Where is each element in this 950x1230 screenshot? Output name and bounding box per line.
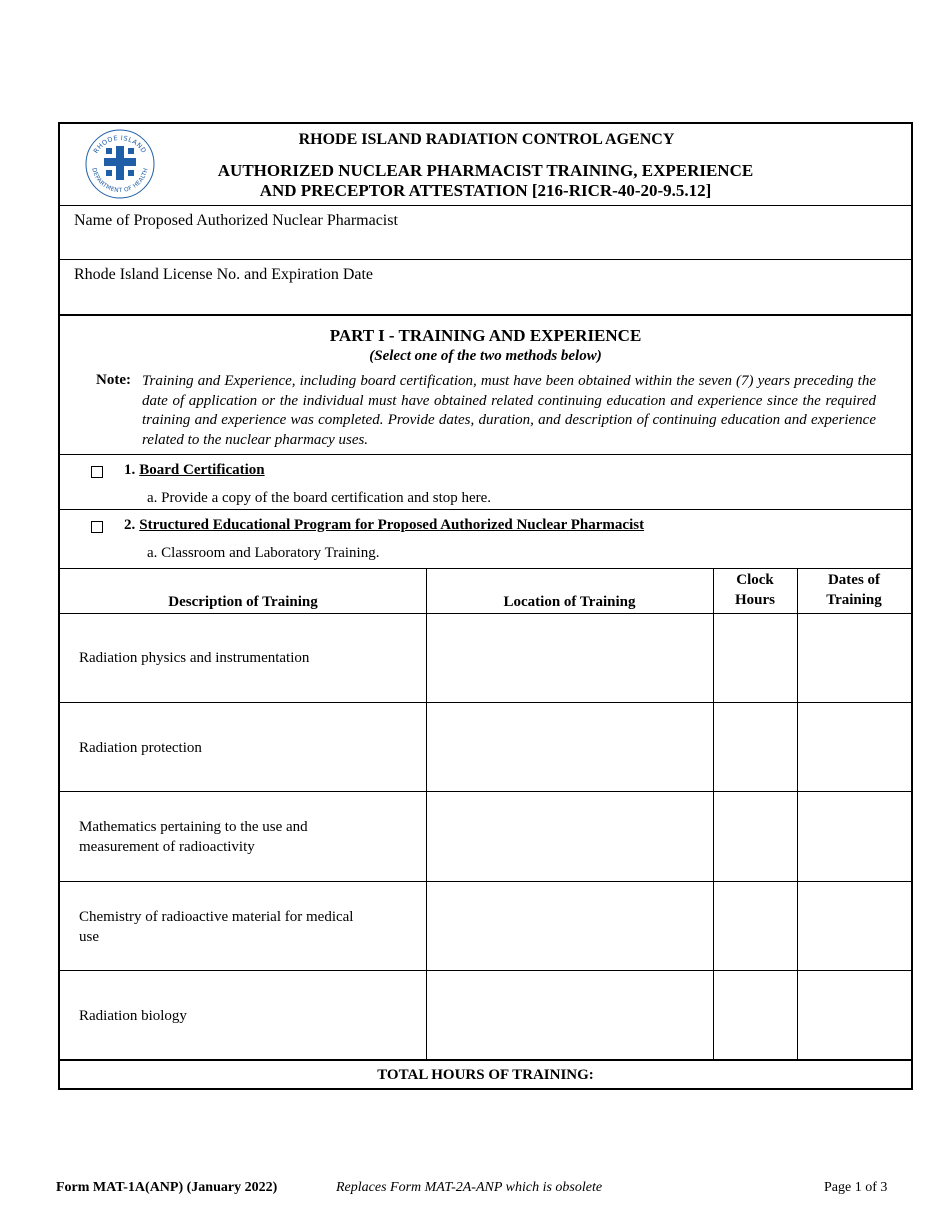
part-1-subheading: (Select one of the two methods below) <box>369 348 602 364</box>
option-1-heading <box>124 461 265 479</box>
location-cell[interactable] <box>427 614 713 702</box>
seal-bottom-text: DEPARTMENT OF HEALTH <box>90 167 150 195</box>
column-header-clock-hours <box>713 570 797 610</box>
divider <box>60 1059 911 1061</box>
license-field[interactable] <box>60 260 911 314</box>
divider <box>60 509 911 510</box>
dates-cell[interactable] <box>798 703 911 791</box>
dates-cell[interactable] <box>798 792 911 881</box>
board-certification-checkbox[interactable] <box>91 466 103 478</box>
clock-header-line1: Clock <box>736 572 774 588</box>
table-row-label <box>79 907 399 947</box>
option-2-title: Structured Educational Program for Proposed Authorized Nuclear Pharmacist <box>139 517 645 533</box>
table-row-label: Radiation physics and instrumentation <box>79 650 310 666</box>
option-1-title: Board Certification <box>139 462 265 478</box>
page-number: Page 1 of 3 <box>824 1180 888 1195</box>
divider <box>60 314 911 316</box>
table-row-label <box>79 817 399 857</box>
dates-cell[interactable] <box>798 971 911 1059</box>
replaces-note: Replaces Form MAT-2A-ANP which is obsolete <box>336 1180 603 1195</box>
divider <box>60 568 911 569</box>
location-cell[interactable] <box>427 882 713 970</box>
note-text: Training and Experience, including board certification, must have been obtained within the seven (7) years preceding the date of application or the individual must have obtained related continuing education and experience since the required training and experience was completed. Provide dates, duration, and description of continuing education and experience related to the nuclear pharmacy uses. <box>142 373 876 448</box>
agency-name: RHODE ISLAND RADIATION CONTROL AGENCY <box>298 131 675 148</box>
location-cell[interactable] <box>427 703 713 791</box>
seal-top-text: RHODE ISLAND <box>91 133 149 155</box>
option-1-instruction: a. Provide a copy of the board certification and stop here. <box>147 490 492 506</box>
table-row-label-line2: use <box>79 929 99 945</box>
name-field[interactable] <box>60 206 911 259</box>
divider <box>60 454 911 455</box>
note-label: Note: <box>96 372 131 388</box>
option-1-number: 1. <box>124 462 136 478</box>
option-2-number: 2. <box>124 517 136 533</box>
clock-hours-cell[interactable] <box>714 971 797 1059</box>
option-2-instruction: a. Classroom and Laboratory Training. <box>147 545 380 561</box>
form-page <box>58 122 913 1090</box>
table-row-label-line1: Mathematics pertaining to the use and <box>79 819 308 835</box>
clock-hours-cell[interactable] <box>714 703 797 791</box>
option-2-heading <box>124 516 644 534</box>
clock-hours-cell[interactable] <box>714 792 797 881</box>
location-cell[interactable] <box>427 792 713 881</box>
form-id: Form MAT-1A(ANP) (January 2022) <box>56 1180 278 1195</box>
clock-hours-cell[interactable] <box>714 614 797 702</box>
part-1-heading: PART I - TRAINING AND EXPERIENCE <box>329 326 642 345</box>
form-title-line2: AND PRECEPTOR ATTESTATION [216-RICR-40-20-9.5.12] <box>259 181 712 200</box>
clock-hours-cell[interactable] <box>714 882 797 970</box>
dates-header-line1: Dates of <box>827 572 881 588</box>
column-header-location: Location of Training <box>503 594 636 610</box>
form-title-line1: AUTHORIZED NUCLEAR PHARMACIST TRAINING, EXPERIENCE <box>217 161 754 180</box>
dates-cell[interactable] <box>798 614 911 702</box>
column-header-dates <box>797 570 911 610</box>
clock-header-line2: Hours <box>734 592 775 608</box>
location-cell[interactable] <box>427 971 713 1059</box>
structured-program-checkbox[interactable] <box>91 521 103 533</box>
column-header-description: Description of Training <box>168 594 318 610</box>
table-row-label-line2: measurement of radioactivity <box>79 839 255 855</box>
form-title <box>130 161 841 201</box>
name-field-label: Name of Proposed Authorized Nuclear Pharmacist <box>74 212 398 229</box>
table-row-label: Radiation protection <box>79 740 202 756</box>
license-field-label: Rhode Island License No. and Expiration Date <box>74 266 374 283</box>
table-row-label-line1: Chemistry of radioactive material for medical <box>79 909 354 925</box>
dates-cell[interactable] <box>798 882 911 970</box>
table-row-label: Radiation biology <box>79 1008 187 1024</box>
total-hours-label: TOTAL HOURS OF TRAINING: <box>377 1067 594 1083</box>
dates-header-line2: Training <box>826 592 882 608</box>
